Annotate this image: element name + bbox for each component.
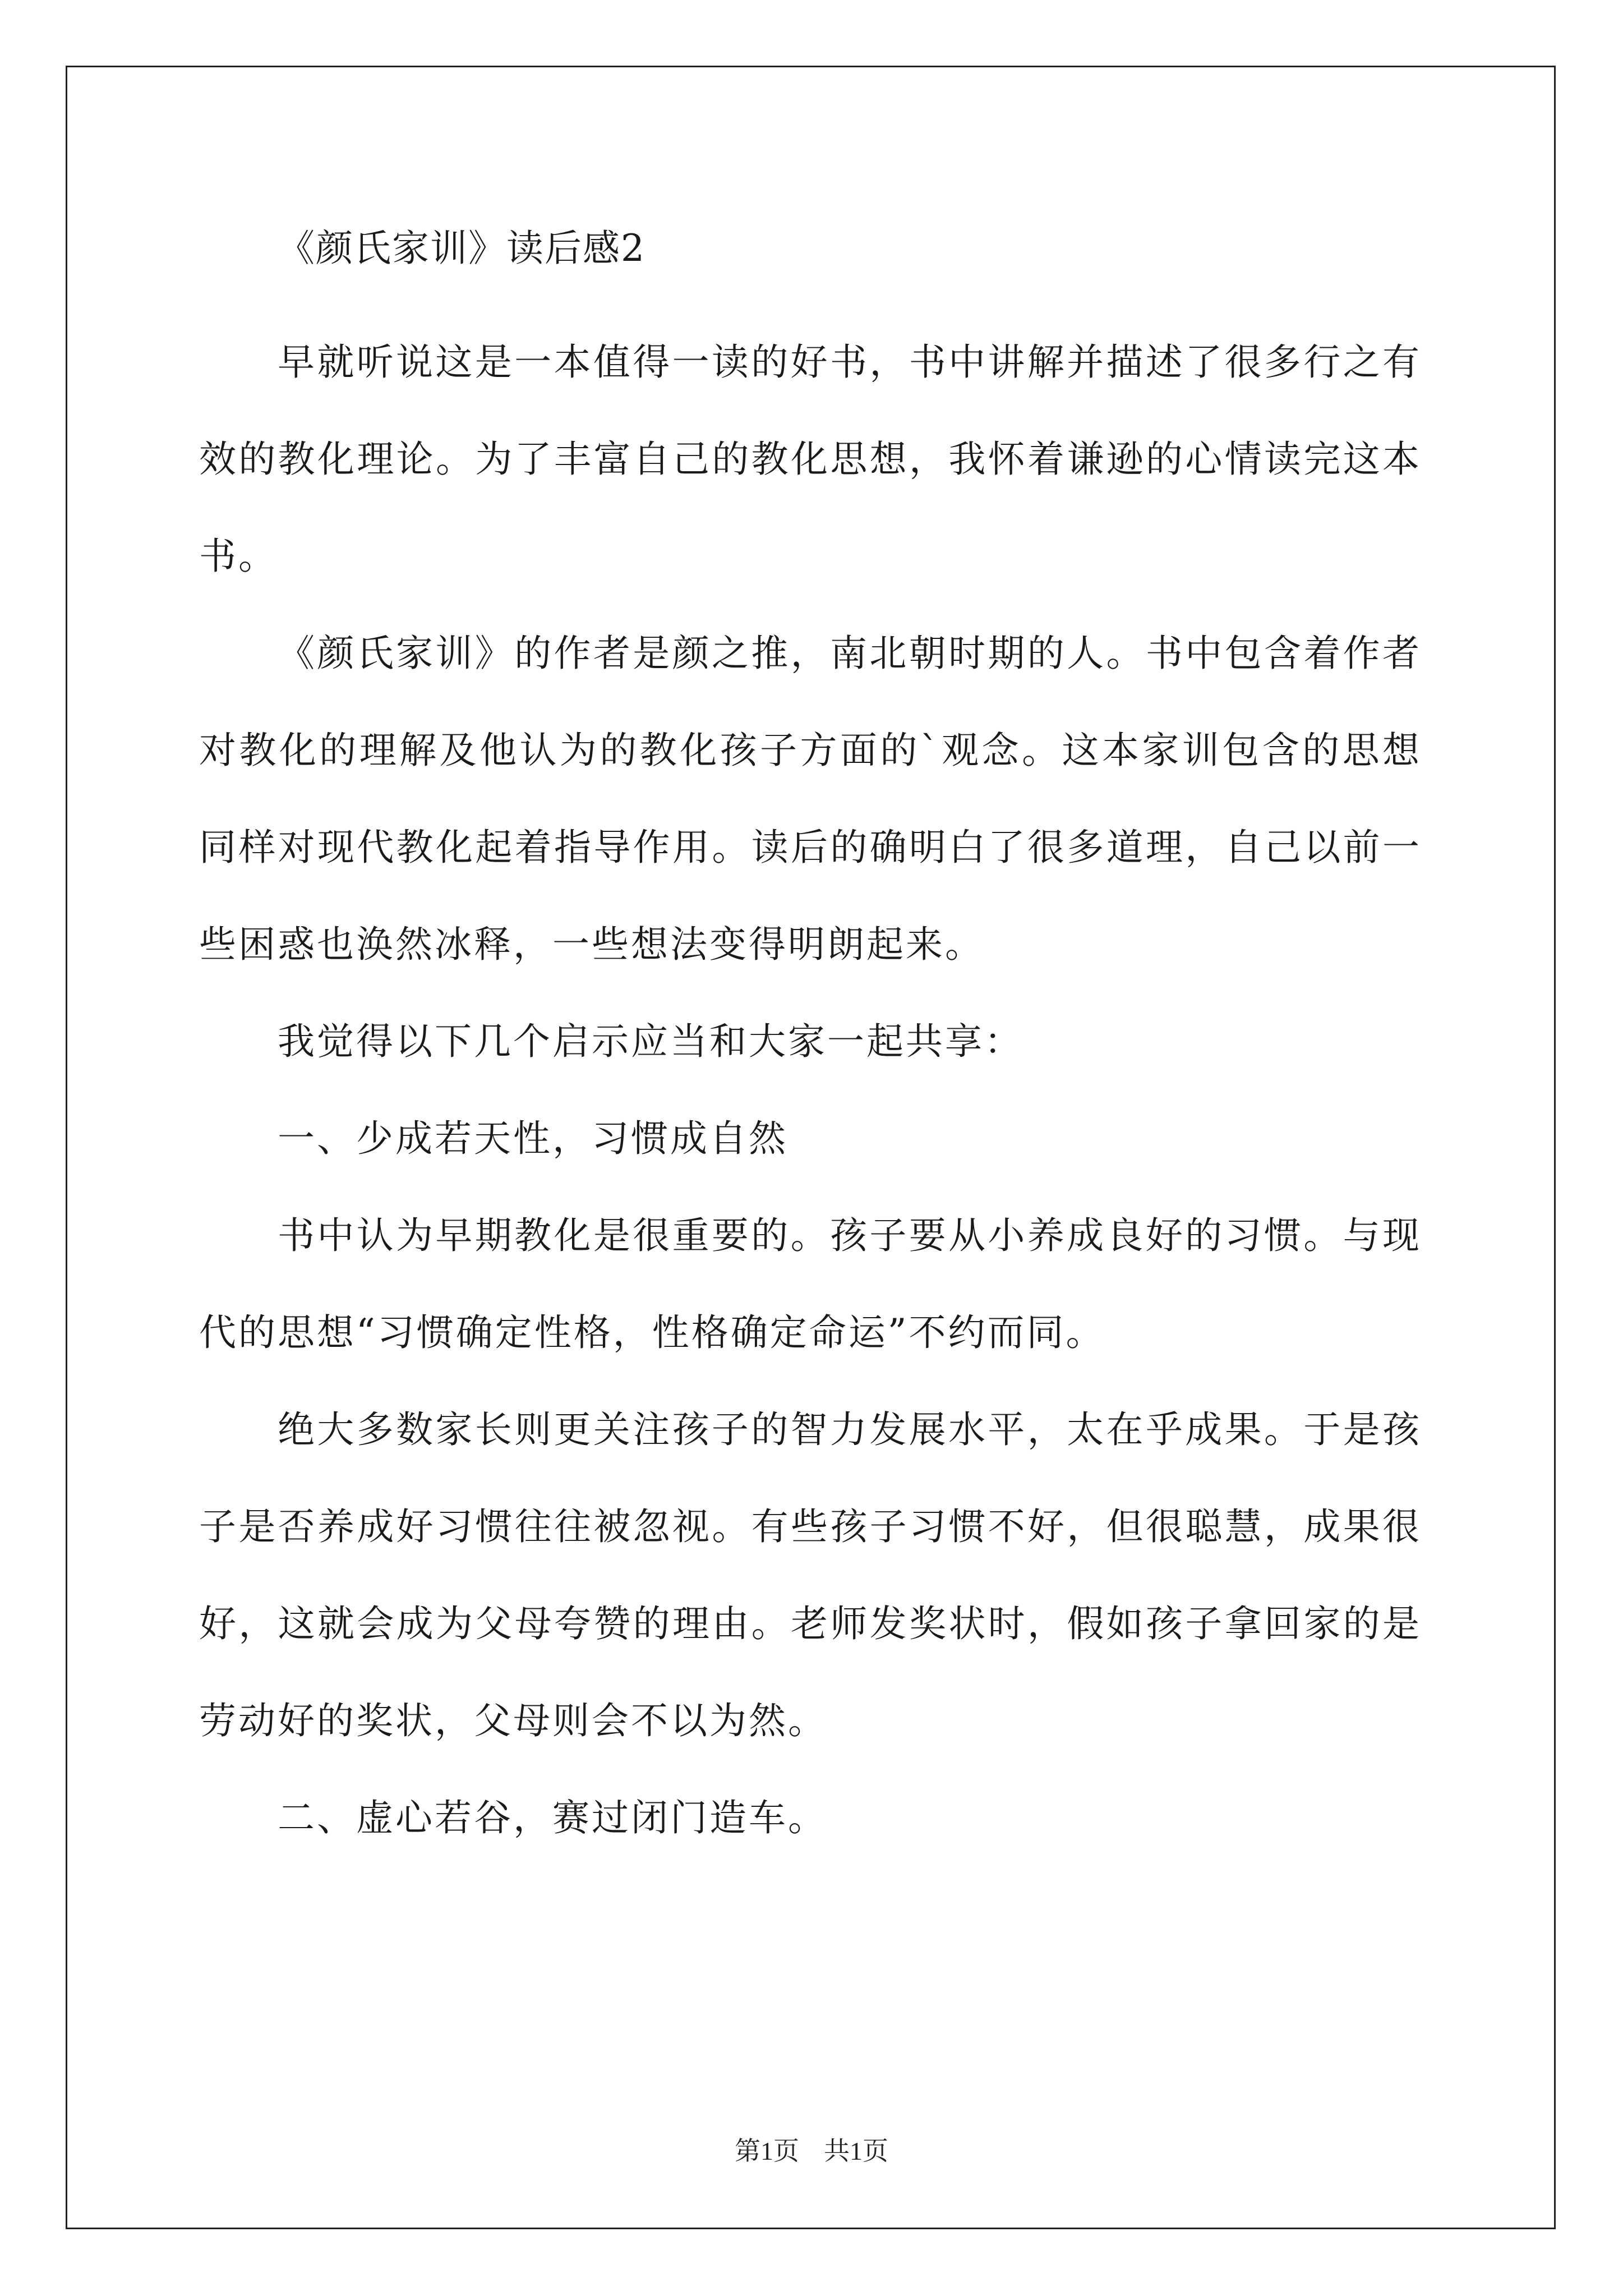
paragraph: 我觉得以下几个启示应当和大家一起共享： <box>278 1020 1023 1063</box>
document-title: 《颜氏家训》读后感2 <box>278 227 645 270</box>
paragraph: 早就听说这是一本值得一读的好书，书中讲解并描述了很多行之有效的教化理论。为了丰富自己的教化思想，我怀着谦逊的心情读完这本书。 <box>199 341 1422 578</box>
section-heading: 二、虚心若谷，赛过闭门造车。 <box>278 1796 827 1839</box>
page-footer <box>0 2134 1623 2168</box>
section-heading: 一、少成若天性，习惯成自然 <box>278 1117 788 1160</box>
page-number-total: 共1页 <box>824 2137 888 2165</box>
paragraph: 《颜氏家训》的作者是颜之推，南北朝时期的人。书中包含着作者对教化的理解及他认为的教化孩子方面的`观念。这本家训包含的思想同样对现代教化起着指导作用。读后的确明白了很多道理，自己以前一些困惑也涣然冰释，一些想法变得明朗起来。 <box>199 632 1422 966</box>
paragraph: 书中认为早期教化是很重要的。孩子要从小养成良好的习惯。与现代的思想“习惯确定性格，性格确定命运”不约而同。 <box>199 1214 1422 1354</box>
paragraph: 绝大多数家长则更关注孩子的智力发展水平，太在乎成果。于是孩子是否养成好习惯往往被忽视。有些孩子习惯不好，但很聪慧，成果很好，这就会成为父母夸赞的理由。老师发奖状时，假如孩子拿回家的是劳动好的奖状，父母则会不以为然。 <box>199 1408 1422 1742</box>
page-number-current: 第1页 <box>735 2137 799 2165</box>
document-body <box>199 219 1422 1866</box>
